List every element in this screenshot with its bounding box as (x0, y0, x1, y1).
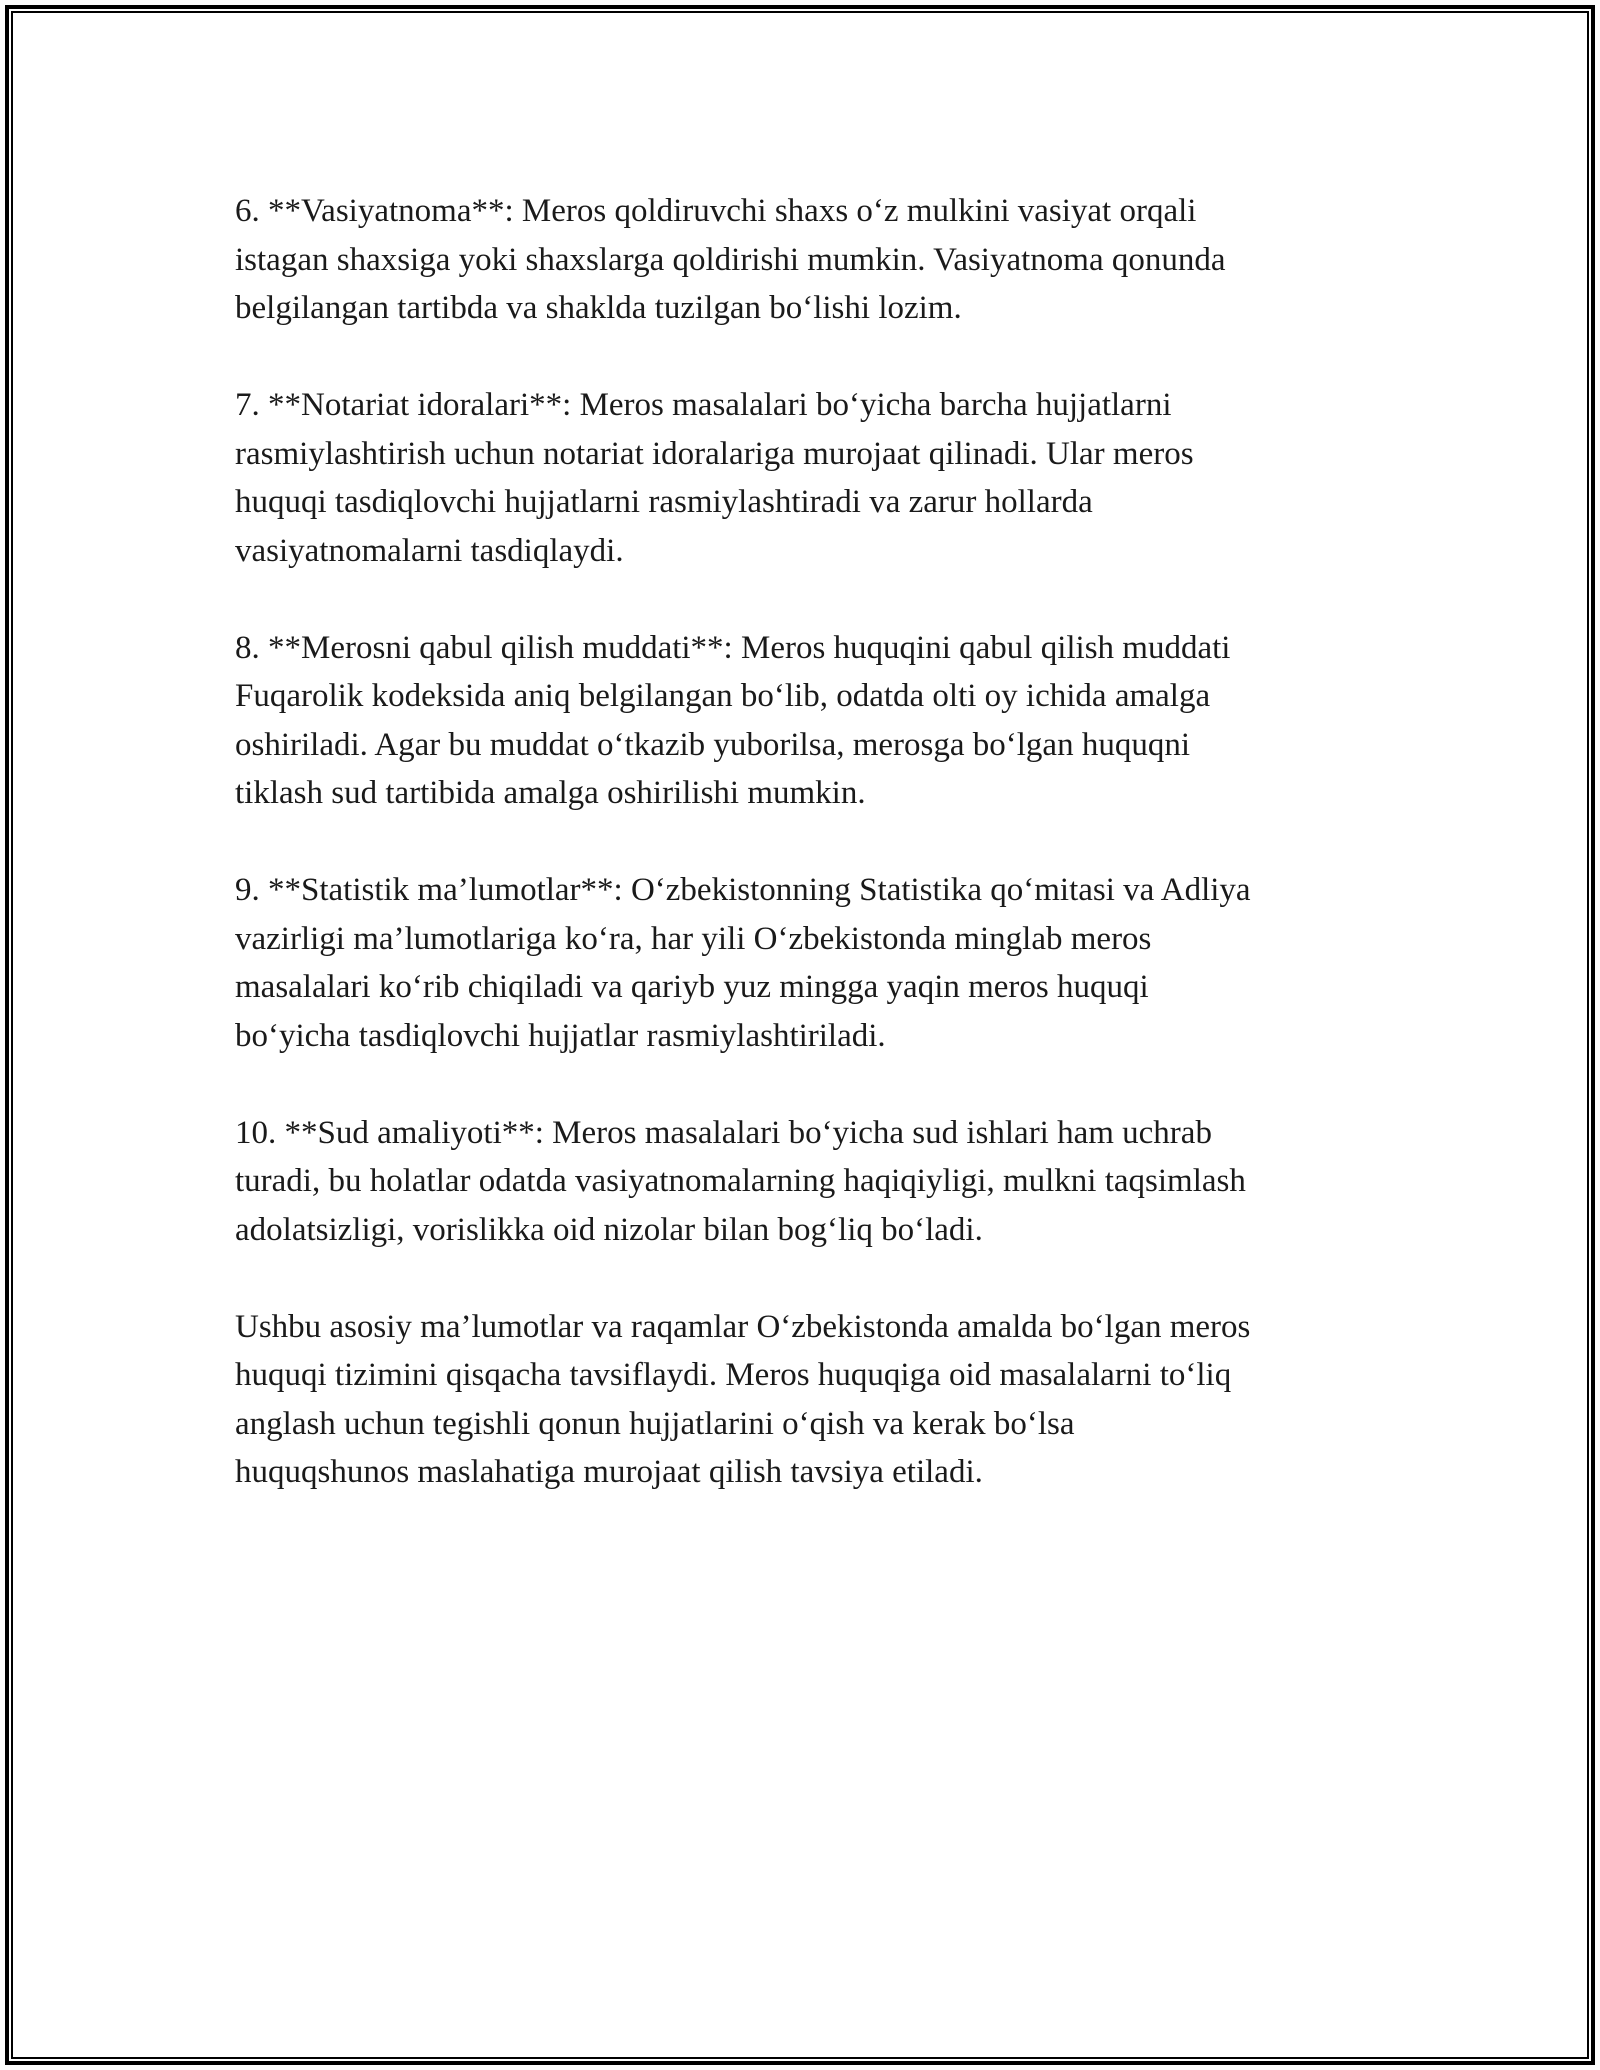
paragraph-notariat-idoralari: 7. **Notariat idoralari**: Meros masalalari bo‘yicha barcha hujjatlarni rasmiylashtirish uchun notariat idoralariga murojaat qilinadi. Ular meros huquqi tasdiqlovchi hujjatlarni rasmiylashtiradi va zarur hollarda vasiyatnomalarni tasdiqlaydi. (235, 387, 1194, 569)
paragraph-statistik-malumotlar: 9. **Statistik ma’lumotlar**: O‘zbekistonning Statistika qo‘mitasi va Adliya vazirligi ma’lumotlariga ko‘ra, har yili O‘zbekistonda minglab meros masalalari ko‘rib chiqiladi va qariyb yuz mingga yaqin meros huquqi bo‘yicha tasdiqlovchi hujjatlar rasmiylashtiriladi. (235, 872, 1251, 1054)
paragraph-conclusion: Ushbu asosiy ma’lumotlar va raqamlar O‘zbekistonda amalda bo‘lgan meros huquqi tizimini qisqacha tavsiflaydi. Meros huquqiga oid masalalarni to‘liq anglash uchun tegishli qonun hujjatlarini o‘qish va kerak bo‘lsa huquqshunos maslahatiga murojaat qilish tavsiya etiladi. (235, 1308, 1251, 1490)
document-body (235, 187, 1395, 1545)
paragraph-vasiyatnoma: 6. **Vasiyatnoma**: Meros qoldiruvchi shaxs o‘z mulkini vasiyat orqali istagan shaxsiga yoki shaxslarga qoldirishi mumkin. Vasiyatnoma qonunda belgilangan tartibda va shaklda tuzilgan bo‘lishi lozim. (235, 193, 1226, 326)
paragraph-sud-amaliyoti: 10. **Sud amaliyoti**: Meros masalalari bo‘yicha sud ishlari ham uchrab turadi, bu holatlar odatda vasiyatnomalarning haqiqiyligi, mulkni taqsimlash adolatsizligi, vorislikka oid nizolar bilan bog‘liq bo‘ladi. (235, 1114, 1246, 1248)
paragraph-merosni-qabul-qilish-muddati: 8. **Merosni qabul qilish muddati**: Meros huquqini qabul qilish muddati Fuqarolik kodeksida aniq belgilangan bo‘lib, odatda olti oy ichida amalga oshiriladi. Agar bu muddat o‘tkazib yuborilsa, merosga bo‘lgan huquqni tiklash sud tartibida amalga oshirilishi mumkin. (235, 629, 1231, 811)
